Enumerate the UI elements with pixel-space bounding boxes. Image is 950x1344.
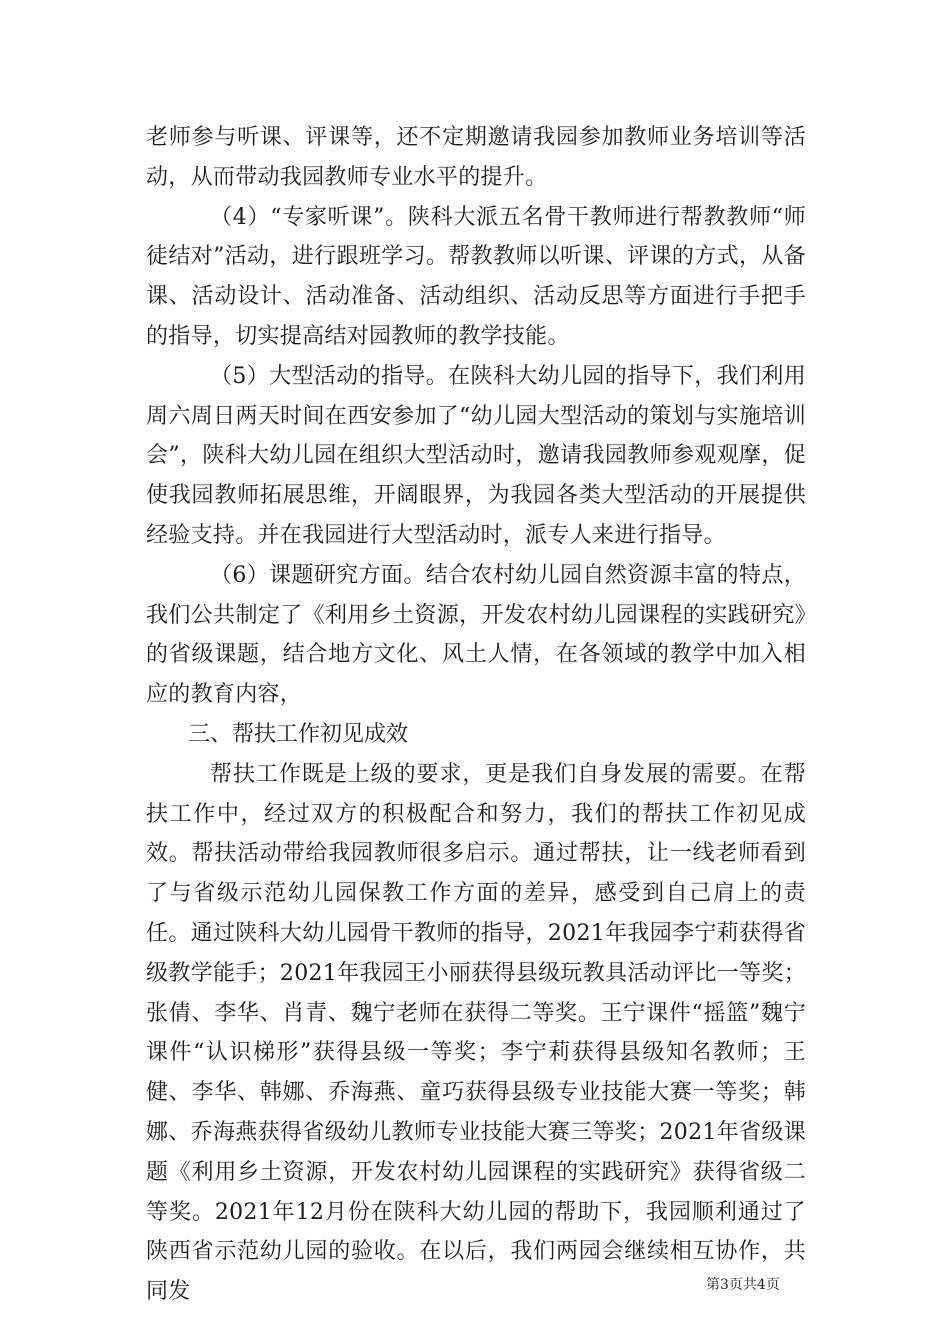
- paragraph-results: 帮扶工作既是上级的要求，更是我们自身发展的需要。在帮扶工作中，经过双方的积极配合和努力，我们的帮扶工作初见成效。帮扶活动带给我园教师很多启示。通过帮扶，让一线老师看到了与省级示范幼儿园保教工作方面的差异，感受到自己肩上的责任。通过陕科大幼儿园骨干教师的指导，2021年我园李宁莉获得省级教学能手；2021年我园王小丽获得县级玩教具活动评比一等奖；张倩、李华、肖青、魏宁老师在获得二等奖。王宁课件“摇篮”魏宁课件“认识梯形”获得县级一等奖；李宁莉获得县级知名教师；王健、李华、韩娜、乔海燕、童巧获得县级专业技能大赛一等奖；韩娜、乔海燕获得省级幼儿教师专业技能大赛三等奖；2021年省级课题《利用乡土资源，开发农村幼儿园课程的实践研究》获得省级二等奖。2021年12月份在陕科大幼儿园的帮助下，我园顺利通过了陕西省示范幼儿园的验收。在以后，我们两园会继续相互协作，共同发: [146, 761, 806, 1305]
- paragraph-expert-lectures: （4）“专家听课”。陕科大派五名骨干教师进行帮教教师“师徒结对”活动，进行跟班学习。帮教教师以听课、评课的方式，从备课、活动设计、活动准备、活动组织、活动反思等方面进行手把手的指导，切实提高结对园教师的教学技能。: [146, 204, 806, 349]
- paragraph-research: （6）课题研究方面。结合农村幼儿园自然资源丰富的特点，我们公共制定了《利用乡土资源，开发农村幼儿园课程的实践研究》的省级课题，结合地方文化、风土人情，在各领域的教学中加入相应的教育内容，: [146, 562, 806, 708]
- document-body: [146, 118, 806, 1312]
- paragraph-large-activities: （5）大型活动的指导。在陕科大幼儿园的指导下，我们利用周六周日两天时间在西安参加了“幼儿园大型活动的策划与实施培训会”，陕科大幼儿园在组织大型活动时，邀请我园教师参观观摩，促使我园教师拓展思维，开阔眼界，为我园各类大型活动的开展提供经验支持。并在我园进行大型活动时，派专人来进行指导。: [146, 363, 806, 548]
- page-number: 第3页共4页: [706, 1277, 780, 1293]
- paragraph-continuation: 老师参与听课、评课等，还不定期邀请我园参加教师业务培训等活动，从而带动我园教师专业水平的提升。: [146, 125, 806, 190]
- section-heading-results: 三、帮扶工作初见成效: [188, 721, 409, 747]
